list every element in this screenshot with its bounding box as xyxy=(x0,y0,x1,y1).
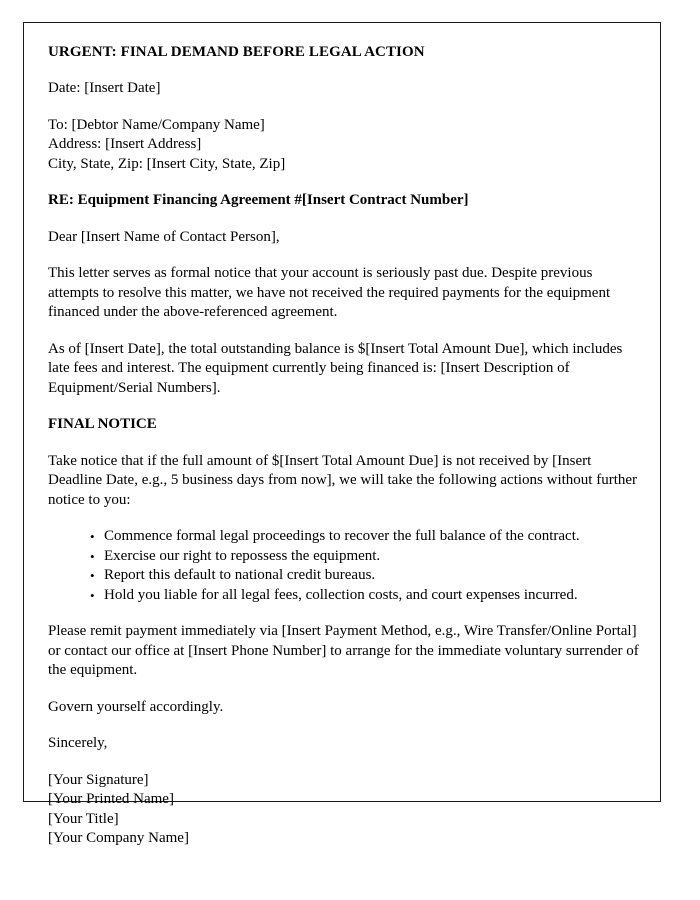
list-item: • Hold you liable for all legal fees, collection costs, and court expenses incurred. xyxy=(90,586,642,606)
subject-line: RE: Equipment Financing Agreement #[Insert Contract Number] xyxy=(48,192,469,208)
final-notice-heading: FINAL NOTICE xyxy=(48,416,157,432)
printed-name-line: [Your Printed Name] xyxy=(48,791,174,807)
body-paragraph-1: This letter serves as formal notice that your account is seriously past due. Despite previous attempts to resolve this matter, we have not received the required payments for the equipment financed under the above-referenced agreement. xyxy=(48,265,611,320)
company-name-line: [Your Company Name] xyxy=(48,830,189,846)
page-title: URGENT: FINAL DEMAND BEFORE LEGAL ACTION xyxy=(48,44,425,60)
body-paragraph-2: As of [Insert Date], the total outstanding balance is $[Insert Total Amount Due], which includes late fees and interest. The equipment currently being financed is: [Insert Description of Equipment/Serial Numbers]. xyxy=(48,340,623,396)
recipient-address-line: Address: [Insert Address] xyxy=(48,136,202,152)
list-item: • Commence formal legal proceedings to recover the full balance of the contract. xyxy=(90,527,642,547)
salutation: Dear [Insert Name of Contact Person], xyxy=(48,228,280,245)
recipient-block xyxy=(48,116,642,175)
recipient-to-line: To: [Debtor Name/Company Name] xyxy=(48,116,265,133)
body-paragraph-5: Govern yourself accordingly. xyxy=(48,698,224,715)
list-item: • Report this default to national credit bureaus. xyxy=(90,566,642,586)
signature-placeholder-line: [Your Signature] xyxy=(48,771,149,788)
document-content xyxy=(48,43,642,849)
signature-block xyxy=(48,771,642,849)
list-item: • Exercise our right to repossess the equipment. xyxy=(90,547,642,567)
date-line: Date: [Insert Date] xyxy=(48,80,161,96)
body-paragraph-3: Take notice that if the full amount of $[Insert Total Amount Due] is not received by [Insert Deadline Date, e.g., 5 business days from now], we will take the following actions without further notice to you: xyxy=(48,452,638,508)
body-paragraph-4: Please remit payment immediately via [Insert Payment Method, e.g., Wire Transfer/Online Portal] or contact our office at [Insert Phone Number] to arrange for the immediate voluntary surrender of the equipment. xyxy=(48,623,639,678)
document-page xyxy=(23,22,661,846)
closing-line: Sincerely, xyxy=(48,735,108,751)
actions-list xyxy=(48,527,642,605)
recipient-city-state-zip-line: City, State, Zip: [Insert City, State, Zip] xyxy=(48,155,286,172)
signer-title-line: [Your Title] xyxy=(48,810,119,827)
